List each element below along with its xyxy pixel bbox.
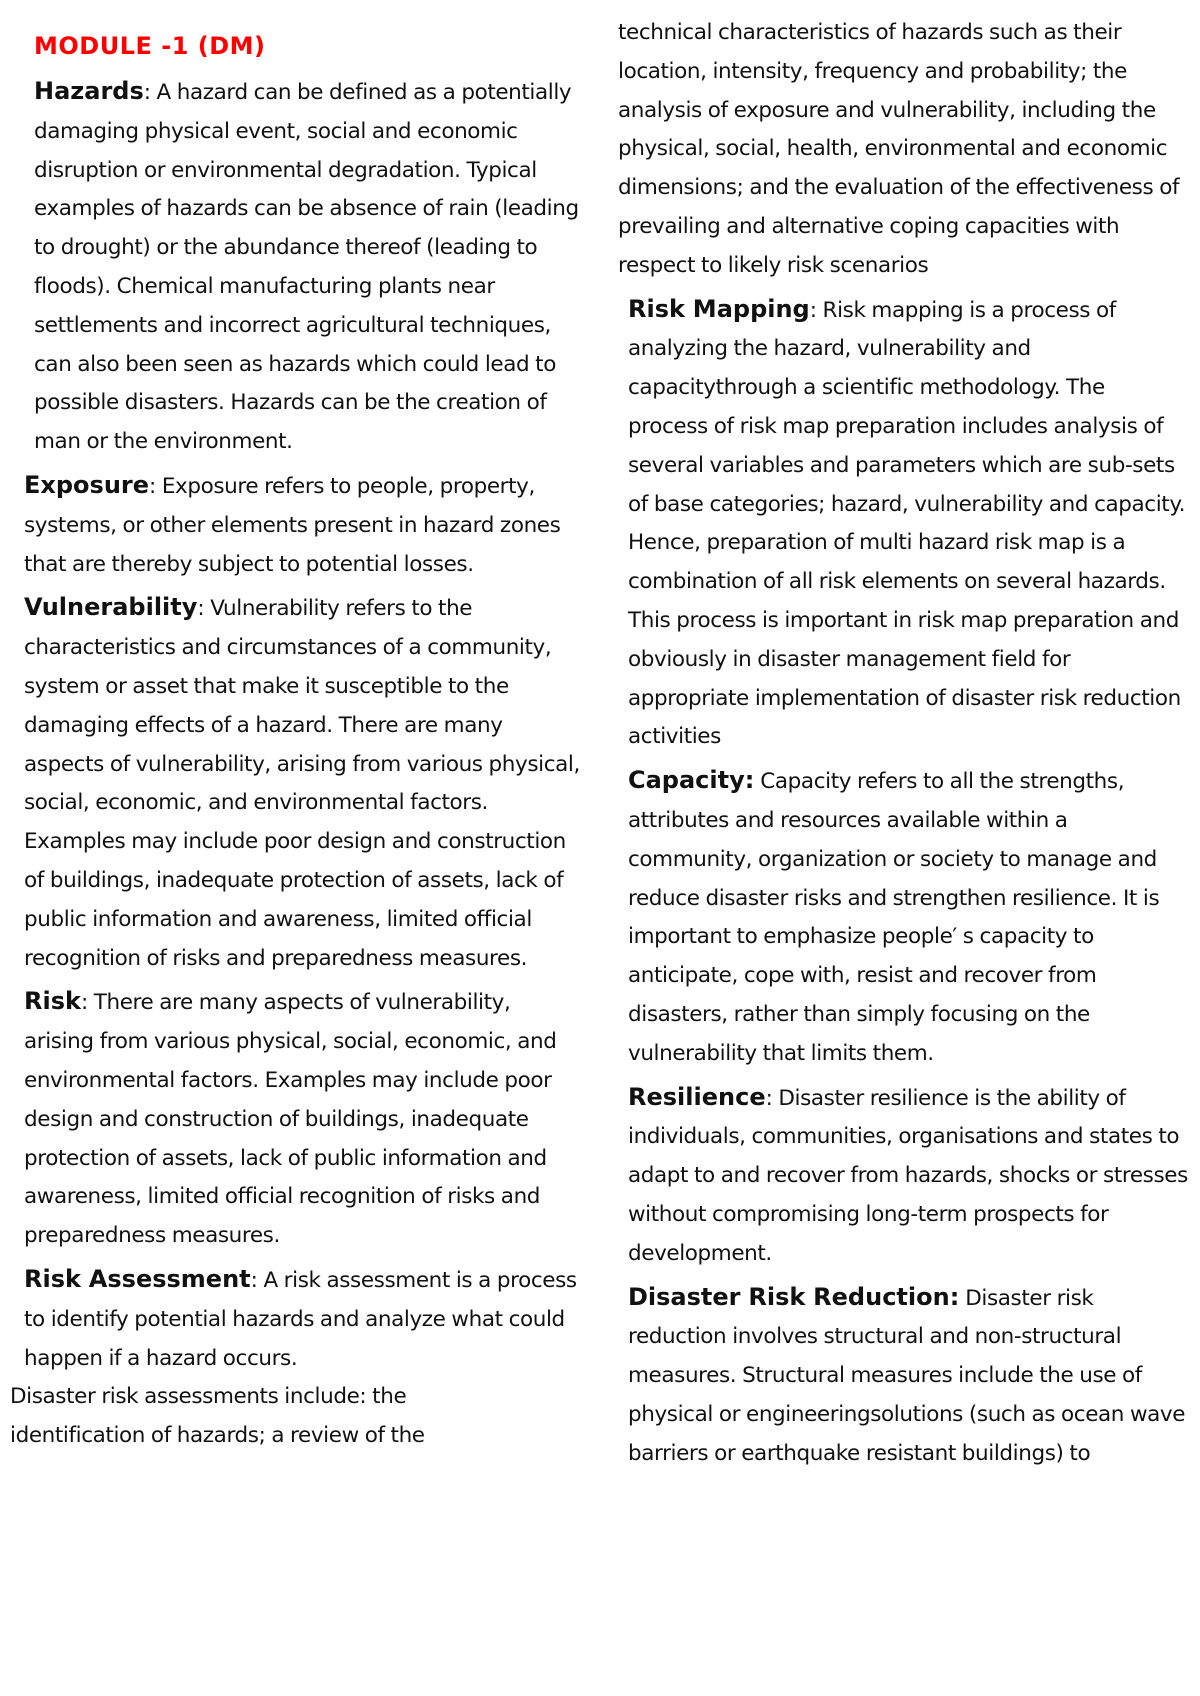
definition-resilience: Resilience: Disaster resilience is the ability of individuals, communities, organisations and states to adapt to and recover from hazards, shocks or stresses without compromising long-term prospects for development.	[628, 1082, 1188, 1266]
definition-exposure: Exposure: Exposure refers to people, property, systems, or other elements present in hazard zones that are thereby subject to potential losses.	[24, 470, 561, 577]
term-capacity: Capacity:	[628, 766, 755, 795]
text-vulnerability: Vulnerability refers to the characteristics and circumstances of a community, system or asset that make it susceptible to the damaging effects of a hazard. There are many aspects of vulnerability, arising from various physical, social, economic, and environmental factors. Examples may include poor design and construction of buildings, inadequate protection of assets, lack of public information and awareness, limited official recognition of risks and preparedness measures.	[24, 596, 580, 971]
definition-risk: Risk: There are many aspects of vulnerability, arising from various physical, social, economic, and environmental factors. Examples may include poor design and construction of buildings, inadequate protection of assets, lack of public information and awareness, limited official recognition of risks and preparedness measures.	[24, 987, 557, 1249]
risk-assessment-continuation: technical characteristics of hazards such as their location, intensity, frequency and probability; the analysis of exposure and vulnerability, including the physical, social, health, environmental and economic dimensions; and the evaluation of the effectiveness of prevailing and alternative coping capacities with respect to likely risk scenarios	[618, 20, 1180, 278]
term-hazards: Hazards	[34, 77, 144, 105]
term-exposure: Exposure	[24, 470, 150, 499]
term-resilience: Resilience	[628, 1082, 766, 1111]
definition-risk-assessment: Risk Assessment: A risk assessment is a process to identify potential hazards and analyze what could happen if a hazard occurs.	[24, 1264, 577, 1371]
text-resilience: Disaster resilience is the ability of individuals, communities, organisations and states to adapt to and recover from hazards, shocks or stresses without compromising long-term prospects for development.	[628, 1085, 1188, 1266]
text-disaster-risk-reduction: Disaster risk reduction involves structural and non-structural measures. Structural measures include the use of physical or engineeringsolutions (such as ocean wave barriers or earthquake resistant buildings) to	[628, 1285, 1186, 1466]
definition-disaster-risk-reduction	[618, 1278, 1190, 1474]
risk-assessment-line-2: identification of hazards; a review of the	[10, 1423, 425, 1449]
definition-hazards: Hazards: A hazard can be defined as a potentially damaging physical event, social and economic disruption or environmental degradation. Typical examples of hazards can be absence of rain (leading to drought) or the abundance thereof (leading to floods). Chemical manufacturing plants near settlements and incorrect agricultural techniques, can also been seen as hazards which could lead to possible disasters. Hazards can be the creation of man or the environment.	[34, 77, 579, 455]
text-risk: There are many aspects of vulnerability, arising from various physical, social, economic, and environmental factors. Examples may include poor design and construction of buildings, inadequate protection of assets, lack of public information and awareness, limited official recognition of risks and preparedness measures.	[24, 990, 557, 1249]
text-capacity: Capacity refers to all the strengths, attributes and resources available within a community, organization or society to manage and reduce disaster risks and strengthen resilience. It is important to emphasize people′ s capacity to anticipate, cope with, resist and recover from disasters, rather than simply focusing on the vulnerability that limits them.	[628, 769, 1160, 1066]
text-exposure: Exposure refers to people, property, systems, or other elements present in hazard zones that are thereby subject to potential losses.	[24, 473, 561, 577]
right-column	[618, 14, 1190, 1477]
term-risk-assessment: Risk Assessment	[24, 1264, 251, 1293]
term-vulnerability: Vulnerability	[24, 593, 198, 622]
term-risk-mapping: Risk Mapping	[628, 294, 810, 323]
term-risk: Risk	[24, 987, 81, 1016]
module-title: MODULE -1 (DM)	[34, 32, 266, 60]
definition-risk-mapping: Risk Mapping: Risk mapping is a process of analyzing the hazard, vulnerability and capacitythrough a scientific methodology. The process of risk map preparation includes analysis of several variables and parameters which are sub-sets of base categories; hazard, vulnerability and capacity. Hence, preparation of multi hazard risk map is a combination of all risk elements on several hazards. This process is important in risk map preparation and obviously in disaster management field for appropriate implementation of disaster risk reduction activities	[628, 294, 1186, 750]
left-column	[10, 14, 584, 1460]
risk-assessment-line-1: Disaster risk assessments include: the	[10, 1384, 407, 1410]
right-definitions	[618, 290, 1190, 1474]
text-risk-mapping: Risk mapping is a process of analyzing the hazard, vulnerability and capacitythrough a scientific methodology. The process of risk map preparation includes analysis of several variables and parameters which are sub-sets of base categories; hazard, vulnerability and capacity. Hence, preparation of multi hazard risk map is a combination of all risk elements on several hazards. This process is important in risk map preparation and obviously in disaster management field for appropriate implementation of disaster risk reduction activities	[628, 297, 1186, 750]
text-risk-assessment: A risk assessment is a process to identify potential hazards and analyze what could happen if a hazard occurs.	[24, 1267, 577, 1371]
text-hazards: A hazard can be defined as a potentially damaging physical event, social and economic disruption or environmental degradation. Typical examples of hazards can be absence of rain (leading to drought) or the abundance thereof (leading to floods). Chemical manufacturing plants near settlements and incorrect agricultural techniques, can also been seen as hazards which could lead to possible disasters. Hazards can be the creation of man or the environment.	[34, 80, 579, 455]
risk-assessment-continued	[10, 1378, 584, 1456]
definition-vulnerability: Vulnerability: Vulnerability refers to the characteristics and circumstances of a community, system or asset that make it susceptible to the damaging effects of a hazard. There are many aspects of vulnerability, arising from various physical, social, economic, and environmental factors. Examples may include poor design and construction of buildings, inadequate protection of assets, lack of public information and awareness, limited official recognition of risks and preparedness measures.	[24, 593, 580, 971]
definition-capacity	[618, 761, 1190, 1073]
term-disaster-risk-reduction: Disaster Risk Reduction:	[628, 1282, 960, 1311]
